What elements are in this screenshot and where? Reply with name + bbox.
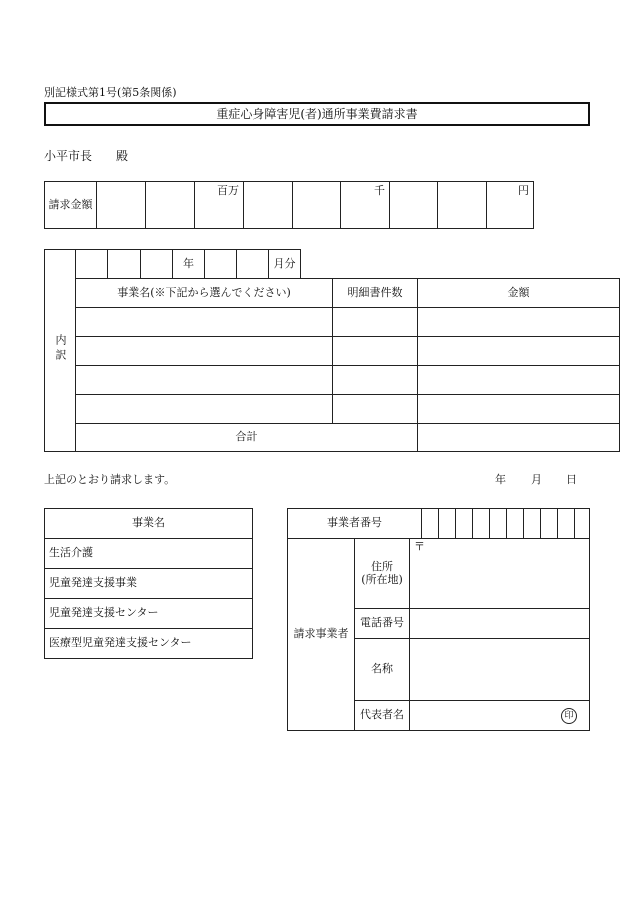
business-number-digit[interactable] bbox=[507, 509, 524, 539]
amount-cell[interactable] bbox=[418, 366, 620, 395]
date-month: 月 bbox=[531, 473, 542, 486]
count-cell[interactable] bbox=[333, 395, 418, 424]
phone-label: 電話番号 bbox=[355, 609, 410, 639]
program-item: 児童発達支援事業 bbox=[45, 569, 253, 599]
address-label-cell bbox=[355, 539, 410, 609]
business-number-label: 事業者番号 bbox=[288, 509, 422, 539]
program-cell[interactable] bbox=[76, 337, 333, 366]
claimant-label: 請求事業者 bbox=[288, 539, 355, 731]
business-number-digit[interactable] bbox=[575, 509, 590, 539]
amount-digit[interactable] bbox=[97, 182, 146, 229]
amount-digit-thousand[interactable] bbox=[341, 182, 390, 229]
amount-table bbox=[44, 181, 534, 229]
amount-cell[interactable] bbox=[418, 308, 620, 337]
program-item: 生活介護 bbox=[45, 539, 253, 569]
program-cell[interactable] bbox=[76, 308, 333, 337]
business-number-digit[interactable] bbox=[524, 509, 541, 539]
month-digit[interactable] bbox=[237, 250, 269, 279]
year-digit[interactable] bbox=[76, 250, 108, 279]
program-list-header: 事業名 bbox=[45, 509, 253, 539]
blank-area bbox=[301, 250, 620, 279]
addressee: 小平市長 bbox=[44, 149, 93, 163]
representative-field[interactable] bbox=[410, 701, 590, 731]
amount-cell[interactable] bbox=[418, 395, 620, 424]
unit-thousand: 千 bbox=[374, 184, 385, 197]
amount-label: 請求金額 bbox=[45, 182, 97, 229]
program-list-table bbox=[44, 508, 253, 659]
count-cell[interactable] bbox=[333, 308, 418, 337]
name-label: 名称 bbox=[355, 639, 410, 701]
program-item: 児童発達支援センター bbox=[45, 599, 253, 629]
address-sub-label: (所在地) bbox=[361, 572, 403, 586]
business-number-digit[interactable] bbox=[456, 509, 473, 539]
unit-million: 百万 bbox=[217, 184, 239, 197]
postal-mark: 〒 bbox=[414, 540, 425, 553]
date-day: 日 bbox=[566, 473, 577, 486]
amount-cell[interactable] bbox=[418, 337, 620, 366]
col-program: 事業名(※下記から選んでください) bbox=[76, 279, 333, 308]
count-cell[interactable] bbox=[333, 366, 418, 395]
year-digit[interactable] bbox=[108, 250, 141, 279]
year-digit[interactable] bbox=[141, 250, 173, 279]
program-item: 医療型児童発達支援センター bbox=[45, 629, 253, 659]
business-number-digit[interactable] bbox=[558, 509, 575, 539]
name-field[interactable] bbox=[410, 639, 590, 701]
unit-yen: 円 bbox=[518, 184, 529, 197]
amount-digit[interactable] bbox=[390, 182, 438, 229]
form-reference: 別記様式第1号(第5条関係) bbox=[44, 86, 177, 99]
month-label: 月分 bbox=[269, 250, 301, 279]
col-count: 明細書件数 bbox=[333, 279, 418, 308]
year-label: 年 bbox=[173, 250, 205, 279]
business-number-digit[interactable] bbox=[439, 509, 456, 539]
claimant-table bbox=[287, 508, 590, 731]
breakdown-label: 内訳 bbox=[45, 250, 76, 452]
col-amount: 金額 bbox=[418, 279, 620, 308]
business-number-digit[interactable] bbox=[541, 509, 558, 539]
amount-digit-million[interactable] bbox=[195, 182, 244, 229]
breakdown-table bbox=[44, 249, 620, 452]
business-number-digit[interactable] bbox=[422, 509, 439, 539]
month-digit[interactable] bbox=[205, 250, 237, 279]
total-label: 合計 bbox=[76, 424, 418, 452]
amount-digit[interactable] bbox=[293, 182, 341, 229]
form-title: 重症心身障害児(者)通所事業費請求書 bbox=[44, 102, 590, 126]
amount-digit-yen[interactable] bbox=[487, 182, 534, 229]
address-field[interactable] bbox=[410, 539, 590, 609]
amount-digit[interactable] bbox=[146, 182, 195, 229]
program-cell[interactable] bbox=[76, 395, 333, 424]
amount-digit[interactable] bbox=[438, 182, 487, 229]
seal-icon: 印 bbox=[561, 708, 577, 724]
phone-field[interactable] bbox=[410, 609, 590, 639]
representative-label: 代表者名 bbox=[355, 701, 410, 731]
business-number-digit[interactable] bbox=[490, 509, 507, 539]
honorific: 殿 bbox=[116, 149, 129, 163]
amount-digit[interactable] bbox=[244, 182, 293, 229]
program-cell[interactable] bbox=[76, 366, 333, 395]
count-cell[interactable] bbox=[333, 337, 418, 366]
address-label: 住所 bbox=[371, 560, 393, 574]
total-amount-cell[interactable] bbox=[418, 424, 620, 452]
date-year: 年 bbox=[495, 473, 506, 486]
declaration: 上記のとおり請求します。 bbox=[44, 473, 176, 486]
business-number-digit[interactable] bbox=[473, 509, 490, 539]
